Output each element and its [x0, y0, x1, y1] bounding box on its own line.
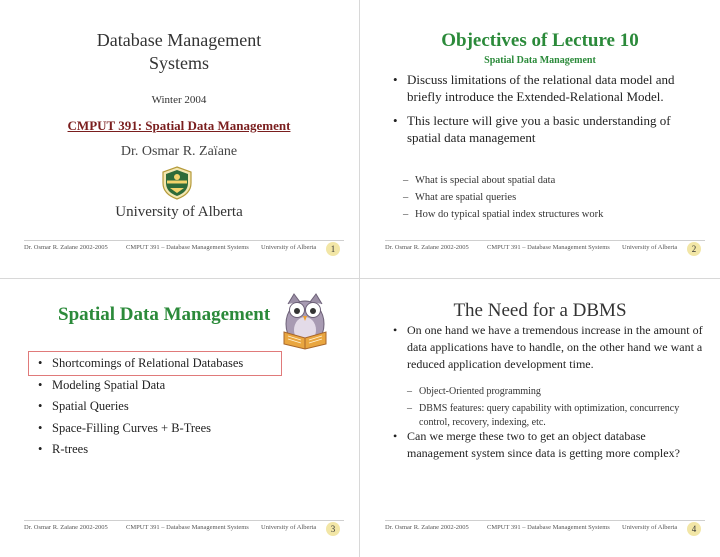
subbullet-item: – What are spatial queries	[403, 189, 703, 206]
slide-number: 1	[326, 242, 340, 256]
footer-university: University of Alberta	[261, 524, 317, 531]
slide-number: 3	[326, 522, 340, 536]
bullet-item: • Shortcomings of Relational Databases	[38, 355, 308, 377]
slide-1-course: CMPUT 391: Spatial Data Management	[67, 118, 291, 133]
reading-owl-icon	[274, 290, 336, 352]
footer-university: University of Alberta	[622, 244, 678, 251]
subbullet-item: – DBMS features: query capability with optimization, concurrency control, recovery, indexing, etc.	[407, 402, 707, 430]
slide-3	[0, 280, 358, 557]
slide-1-university: University of Alberta	[115, 204, 243, 220]
slide-3-bullet-list	[38, 355, 308, 463]
slide-1-title-line-1: Database Management	[96, 30, 262, 50]
footer-course: CMPUT 391 – Database Management Systems	[126, 244, 249, 251]
slide-2-footer	[385, 240, 705, 255]
slide-1-title-line-2: Systems	[148, 53, 209, 73]
slide-3-footer	[24, 520, 344, 535]
slide-1	[0, 0, 358, 277]
slide-1-footer	[24, 240, 344, 255]
slide-2-subbullet-list	[403, 172, 703, 223]
slide-2-subtitle: Spatial Data Management	[484, 55, 596, 66]
slide-2-title: Objectives of Lecture 10	[441, 30, 639, 51]
bullet-item: • This lecture will give you a basic understanding of spatial data management	[393, 113, 683, 146]
slide-4-title: The Need for a DBMS	[453, 300, 627, 321]
slide-3-title: Spatial Data Management	[58, 304, 271, 325]
bullet-item: • Space-Filling Curves + B-Trees	[38, 420, 308, 442]
bullet-item: • On one hand we have a tremendous increase in the amount of data applications have to handle, on the other hand we want a reduced application development time.	[393, 322, 703, 373]
bullet-item: • Spatial Queries	[38, 398, 308, 420]
slide-4	[361, 280, 719, 557]
slide-4-bullet-list-2	[393, 428, 703, 462]
footer-author: Dr. Osmar R. Zaïane 2002-2005	[24, 244, 108, 251]
slide-1-term: Winter 2004	[151, 94, 207, 106]
footer-course: CMPUT 391 – Database Management Systems	[487, 524, 610, 531]
bullet-item: • Can we merge these two to get an object database management system since data is getting more complex?	[393, 428, 703, 462]
slide-2-bullet-list	[393, 72, 683, 154]
subbullet-item: – What is special about spatial data	[403, 172, 703, 189]
footer-author: Dr. Osmar R. Zaïane 2002-2005	[385, 244, 469, 251]
footer-university: University of Alberta	[261, 244, 317, 251]
bullet-item: • Discuss limitations of the relational data model and briefly introduce the Extended-Relational Model.	[393, 72, 683, 105]
bullet-item: • Modeling Spatial Data	[38, 377, 308, 399]
slide-4-subbullet-list	[407, 385, 707, 433]
page-horizontal-divider	[0, 278, 720, 279]
subbullet-item: – How do typical spatial index structures work	[403, 206, 703, 223]
slide-2	[361, 0, 719, 277]
footer-course: CMPUT 391 – Database Management Systems	[126, 524, 249, 531]
footer-author: Dr. Osmar R. Zaïane 2002-2005	[385, 524, 469, 531]
slide-number: 4	[687, 522, 701, 536]
subbullet-item: – Object-Oriented programming	[407, 385, 707, 399]
slide-1-author: Dr. Osmar R. Zaïane	[120, 144, 238, 159]
footer-author: Dr. Osmar R. Zaïane 2002-2005	[24, 524, 108, 531]
bullet-item: • R-trees	[38, 441, 308, 463]
slide-4-bullet-list	[393, 322, 703, 373]
university-crest-icon	[161, 166, 193, 200]
slide-number: 2	[687, 242, 701, 256]
footer-course: CMPUT 391 – Database Management Systems	[487, 244, 610, 251]
slide-4-footer	[385, 520, 705, 535]
footer-university: University of Alberta	[622, 524, 678, 531]
